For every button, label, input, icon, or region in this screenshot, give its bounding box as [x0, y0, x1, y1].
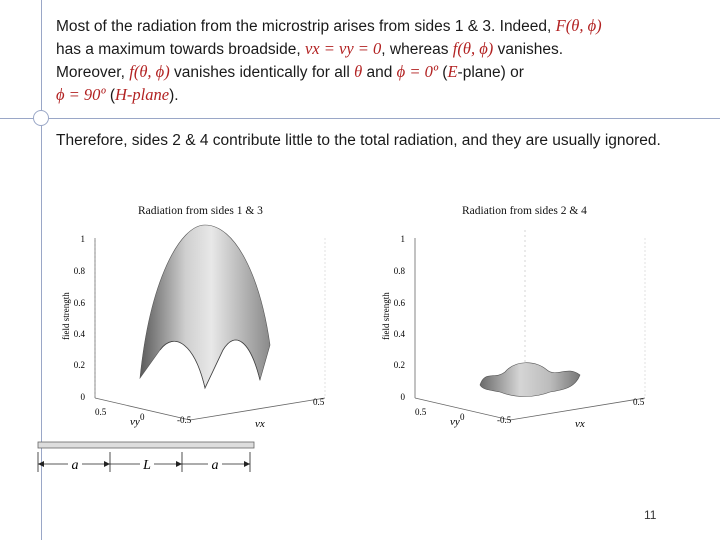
plot-2-ztick-5: 0.2 [393, 360, 405, 370]
p1-line2b: , whereas [381, 41, 453, 58]
plot-1-ztick-1: 1 [80, 234, 85, 244]
plot-2-ylabel: vx [575, 418, 585, 430]
plot-2-xtick-3: -0.5 [497, 415, 512, 425]
plot-1-ztick-2: 0.8 [73, 266, 85, 276]
math-phi90: ϕ = 90º [56, 85, 106, 104]
p1-line2c: vanishes. [493, 41, 564, 58]
plot-2-ridge [480, 363, 580, 397]
plot-2-xlabel: vy [450, 416, 460, 428]
plot-1-xtick-1: 0.5 [95, 407, 107, 417]
p1-line3b: vanishes identically for all [169, 64, 355, 81]
plot-1-ytick-1: 0.5 [313, 397, 325, 407]
plot-1-ylabel: vx [255, 418, 265, 430]
p1-line4a: ( [105, 87, 116, 104]
math-E: E [447, 62, 458, 81]
plot-1-dome [140, 225, 270, 388]
plot-1-title: Radiation from sides 1 & 3 [138, 205, 263, 217]
p1-line4b: ). [169, 87, 179, 104]
plot-2-ztick-1: 1 [400, 234, 405, 244]
plot-2-title: Radiation from sides 2 & 4 [462, 205, 587, 217]
dim-label-L: L [143, 458, 151, 473]
plot-1-xlabel: vy [130, 416, 140, 428]
paragraph-1 [56, 15, 716, 107]
math-vx-vy: vx = vy = 0 [304, 39, 382, 58]
plot-2-xtick-1: 0.5 [415, 407, 427, 417]
plot-1-ztick-5: 0.2 [73, 360, 85, 370]
plot-2-ztick-6: 0 [400, 392, 405, 402]
math-H: H-plane [115, 85, 170, 104]
math-f1: f(θ, ϕ) [452, 39, 494, 58]
math-f2: f(θ, ϕ) [129, 62, 170, 81]
p1-line3c: and [362, 64, 397, 81]
plot-1-ztick-3: 0.6 [73, 298, 85, 308]
plot-1-zlabel: field strength [61, 292, 71, 340]
p1-line1: Most of the radiation from the microstrip arises from sides 1 & 3. Indeed, [56, 18, 556, 35]
p1-line3d: ( [437, 64, 448, 81]
slide-horizontal-rule [0, 118, 720, 119]
math-F: F(θ, ϕ) [555, 16, 602, 35]
plot-2-xtick-2: 0 [460, 412, 465, 422]
plot-2-ztick-3: 0.6 [393, 298, 405, 308]
p1-line3e: -plane) or [457, 64, 524, 81]
dim-label-a-right: a [211, 458, 219, 473]
plot-2-ztick-4: 0.4 [393, 329, 405, 339]
math-phi0: ϕ = 0º [396, 62, 438, 81]
plot-1-y-axis [190, 398, 325, 420]
math-theta: θ [354, 62, 363, 81]
p1-line3a: Moreover, [56, 64, 130, 81]
plot-2-zlabel: field strength [381, 292, 391, 340]
plot-2-surface [375, 220, 675, 440]
dim-label-a-left: a [71, 458, 79, 473]
plot-1-ztick-6: 0 [80, 392, 85, 402]
plot-2-ytick-1: 0.5 [633, 397, 645, 407]
plot-1-xtick-3: -0.5 [177, 415, 192, 425]
page-number: 11 [644, 508, 657, 522]
plot-1-xtick-2: 0 [140, 412, 145, 422]
plot-2-ztick-2: 0.8 [393, 266, 405, 276]
plot-1-ztick-4: 0.4 [73, 329, 85, 339]
p1-line2a: has a maximum towards broadside, [56, 41, 305, 58]
plot-1-surface [55, 220, 355, 440]
paragraph-2: Therefore, sides 2 & 4 contribute little to the total radiation, and they are usually ignored. [56, 132, 661, 149]
slide-rule-ring [33, 110, 49, 126]
dimension-diagram [36, 440, 266, 480]
